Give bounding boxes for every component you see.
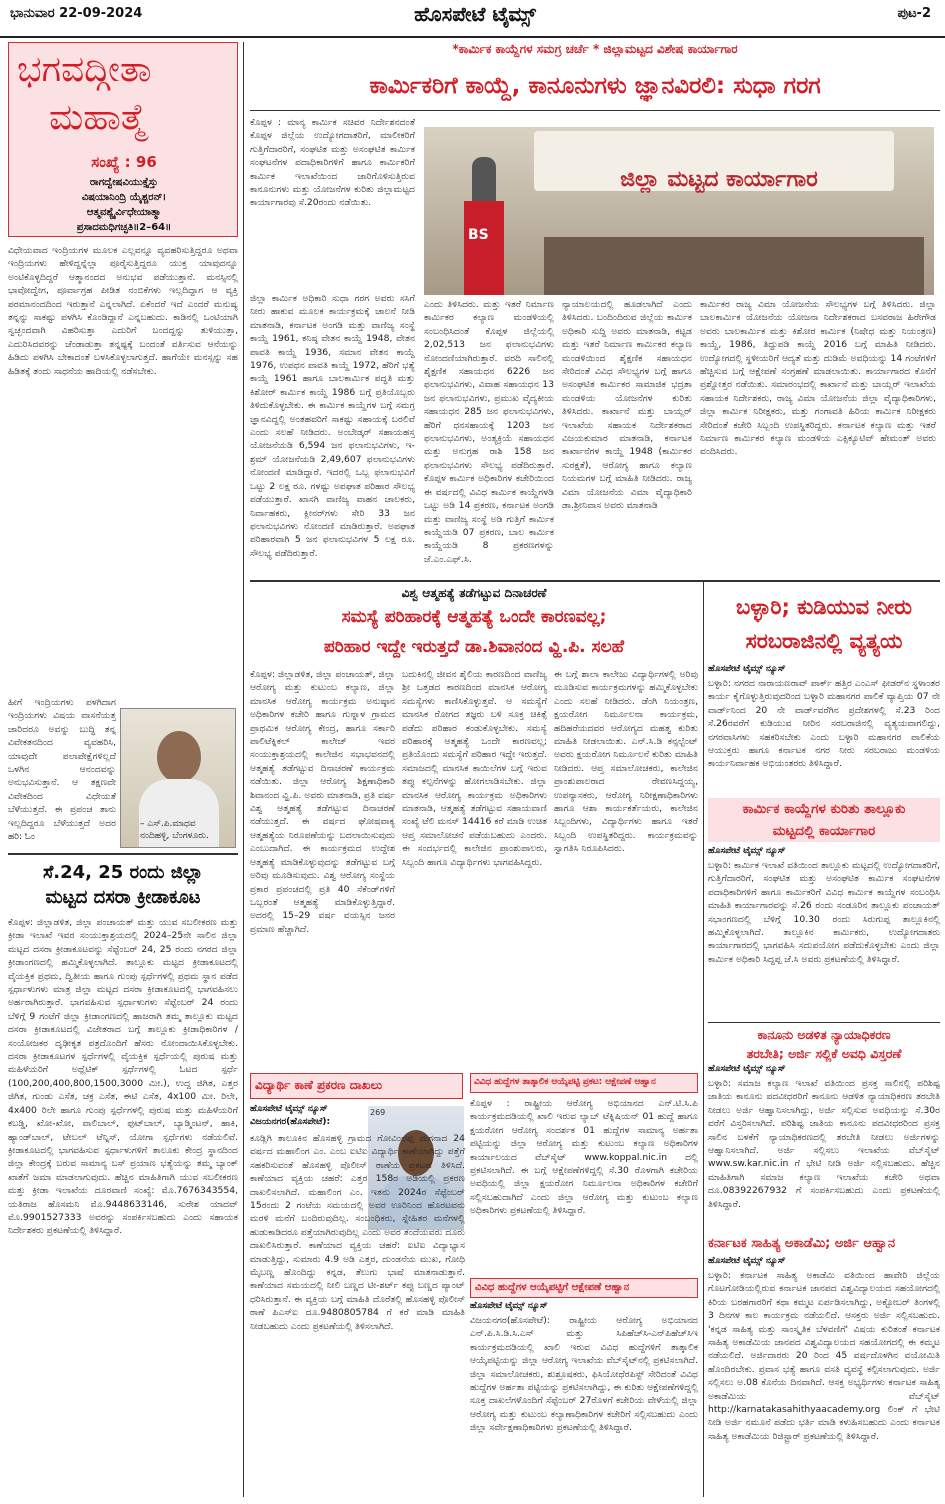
notice-body: ಕೊಪ್ಪಳ : ರಾಷ್ಟ್ರೀಯ ಆರೋಗ್ಯ ಅಭಿಯಾನದ ಎನ್.ಟಿ.ಸಿ.ಪಿ ಕಾರ್ಯಕ್ರಮದಡಿಯಲ್ಲಿ ಖಾಲಿ ಇರುವ ಲ್ಯಾಬ್ ಟೆಕ್ನಿಷಿಯನ್ 01 ಹುದ್ದೆ ಹಾಗೂ ಕ್ಷಯರೋಗ ಆರೋಗ್ಯ ಸಂದರ್ಶಕ 01 ಹುದ್ದೆಗಳ ಸಾಮಾನ್ಯ ಅರ್ಹತಾ ಪಟ್ಟಿಯನ್ನು ಜಿಲ್ಲಾ ಆರೋಗ್ಯ ಮತ್ತು ಕುಟುಂಬ ಕಲ್ಯಾಣ ಅಧಿಕಾರಿಗಳ ಕಾರ್ಯಾಲಯದ ವೆಬ್‌ಸೈಟ್ www.koppal.nic.in ದಲ್ಲಿ ಪ್ರಕಟಿಸಲಾಗಿದೆ. ಈ ಬಗ್ಗೆ ಆಕ್ಷೇಪಣೆಗಳಿದ್ದಲ್ಲಿ ಸೆ.30 ರೊಳಗಾಗಿ ಕಚೇರಿಯ ಅವಧಿಯಲ್ಲಿ ಜಿಲ್ಲಾ ಕ್ಷಯರೋಗ ನಿರ್ಮೂಲನಾ ಅಧಿಕಾರಿಗಳ ಕಚೇರಿಗೆ ಸಲ್ಲಿಸಬಹುದಾಗಿದೆ ಎಂದು ಜಿಲ್ಲಾ ಆರೋಗ್ಯ ಮತ್ತು ಕುಟುಂಬ ಕಲ್ಯಾಣ ಅಧಿಕಾರಿಗಳು ಪ್ರಕಟಣೆಯಲ್ಲಿ ತಿಳಿಸಿದ್ದಾರೆ. [470, 1098, 698, 1217]
column-rule [243, 42, 244, 1497]
author-place: ನಂದಿಹಳ್ಳಿ, ಬೆಂಗಳೂರು. [140, 831, 209, 841]
author-name: – ಎಸ್.ಪಿ.ಮಾಧವ [140, 819, 196, 829]
main-col2: ಎಂದು ತಿಳಿಸಿದರು. ಮತ್ತು ಇತರೆ ನಿರ್ಮಾಣ ಕಾರ್ಮಿಕರ ಕಲ್ಯಾಣ ಮಂಡಳಿಯಲ್ಲಿ ಸಂಬಂಧಿಸಿದಂತೆ ಕೊಪ್ಪಳ ಜಿಲ್ಲೆಯಲ್ಲಿ 2,02,513 ಜನ ಫಲಾನುಭವಿಗಳು ನೋಂದಣಿಯಾಗಿರುತ್ತಾರೆ. ವರದಿ ಸಾಲಿನಲ್ಲಿ ಶೈಕ್ಷಣಿಕ ಸಹಾಯಧನ 6226 ಜನ ಫಲಾನುಭವಿಗಳು, ವಿವಾಹ ಸಹಾಯಧನ 13 ಜನ ಫಲಾನುಭವಿಗಳು, ಪ್ರಮುಖ ವೈದ್ಯಕೀಯ ಸಹಾಯಧನ 285 ಜನ ಫಲಾನುಭವಿಗಳು, ಹೆರಿಗೆ ಧನಸಹಾಯಕ್ಕೆ 1203 ಜನ ಫಲಾನುಭವಿಗಳು, ಅಂತ್ಯಕ್ರಿಯೆ ಸಹಾಯಧನ ಮತ್ತು ಅನುಗ್ರಹ ರಾಶಿ 158 ಜನ ಫಲಾನುಭವಿಗಳು ಸೌಲಭ್ಯ ಪಡೆದಿರುತ್ತಾರೆ. ಕೊಪ್ಪಳ ಕಾರ್ಮಿಕ ಅಧಿಕಾರಿಗಳ ಕಚೇರಿಯಿಂದ ಈ ವರ್ಷದಲ್ಲಿ ವಿವಿಧ ಕಾರ್ಮಿಕ ಕಾಯ್ದೆಗಳಡಿ ಒಟ್ಟು ಅಡಿ 14 ಪ್ರಕರಣ, ಕರ್ನಾಟಕ ಅಂಗಡಿ ಮತ್ತು ವಾಣಿಜ್ಯ ಸಂಸ್ಥೆ ಅಡಿ ಗುತ್ತಿಗೆ ಕಾರ್ಮಿಕ ಕಾಯ್ದೆಯಡಿ 07 ಪ್ರಕರಣ, ಬಾಲ ಕಾರ್ಮಿಕ ಕಾಯ್ದೆಯಡಿ 8 ಪ್ರಕರಣಗಳನ್ನು ಜೆ.ಎಂ.ಎಫ್.ಸಿ. [424, 299, 554, 565]
notice-title: ವಿವಿಧ ಹುದ್ದೆಗಳ ತಾತ್ಕಾಲಿಕ ಆಯ್ಕೆಪಟ್ಟಿ ಪ್ರಕಟ: ಆಕ್ಷೇಪಣೆ ಆಹ್ವಾನ [474, 1077, 656, 1087]
suicide-kicker: ವಿಶ್ವ ಆತ್ಮಹತ್ಯೆ ತಡೆಗಟ್ಟುವ ದಿನಾಚರಣೆ [401, 586, 547, 600]
author-credit [140, 818, 209, 842]
gita-body-end: ಹೀಗೆ ಇಂದ್ರಿಯಗಳು ಪಳಗಿದಾಗ ಇಂದ್ರಿಯಗಳು ವಿಷಯ ವಾಸನೆಯತ್ತ ಜಾರಿದರೂ ಅವನ್ನು ಬುದ್ಧಿ ತನ್ನ ವಿವೇಕತನದಿಂದ ವ್ಯವಹರಿಸಿ, ಯಾವುದೇ ಪಲಾಪೇಕ್ಷೆಗಳಿಲ್ಲದೆ ಒಳಗಿನ ಆನಂದವನ್ನು ಅನುಭವಿಸುತ್ತಾನೆ. ಆ ತಕ್ಷಣವೇ ವಿವೇಕದಿಂದ ವಿಧೇಯತೆ ಬೆಳೆಯುತ್ತದೆ. ಈ ಪ್ರಪಂಚ ತಾನು ಇಲ್ಲದಿದ್ದರೂ ಬೆಳೆಯುತ್ತದೆ ಅದರ [8, 697, 116, 829]
main-col3: ನ್ಯಾಯಾಲಯದಲ್ಲಿ ಹೂಡಲಾಗಿದೆ ಎಂದು ತಿಳಿಸಿದರು. ಬಂದಿಂದಿರುವ ಜಿಲ್ಲೆಯ ಕಾರ್ಮಿಕ ಅಧಿಕಾರಿ ಸುದ್ದಿ ಅವರು ಮಾತನಾಡಿ, ಕಟ್ಟಡ ಮತ್ತು ಇತರೆ ನಿರ್ಮಾಣ ಕಾರ್ಮಿಕರ ಕಲ್ಯಾಣ ಮಂಡಳಿಯಿಂದ ಶೈಕ್ಷಣಿಕ ಸಹಾಯಧನ ಸೇರಿದಂತೆ ವಿವಿಧ ಸೌಲಭ್ಯಗಳ ಬಗ್ಗೆ ಹಾಗೂ ಅಸಂಘಟಿತ ಕಾರ್ಮಿಕರ ಸಾಮಾಜಿಕ ಭದ್ರತಾ ಮಂಡಳಿಯ ಯೋಜನೆಗಳ ಕುರಿತು ತಿಳಿಸಿದರು. ಕಾರ್ಖಾನೆ ಮತ್ತು ಬಾಯ್ಲರ್ ಇಲಾಖೆಯ ಸಹಾಯಕ ನಿರ್ದೇಶಕರಾದ ವಿಜಯಕುಮಾರ ಮಾತನಾಡಿ, ಕರ್ನಾಟಕ ಕಾರ್ಖಾನೆಗಳ ಕಾಯ್ದೆ 1948 (ಕಾರ್ಮಿಕರ ಸುರಕ್ಷತೆ), ಆರೋಗ್ಯ ಹಾಗೂ ಕಲ್ಯಾಣ ನಿಯಮಗಳ ಬಗ್ಗೆ ಮಾಹಿತಿ ನೀಡಿದರು. ರಾಜ್ಯ ವಿಮಾ ಯೋಜನೆಯ ವಿಮಾ ವೈದ್ಯಾಧಿಕಾರಿ ಡಾ.ಶ್ರೀನಿವಾಸ ಅವರು ಮಾತನಾಡಿ [562, 299, 692, 512]
dasara-title-2: ಮಟ್ಟದ ದಸರಾ ಕ್ರೀಡಾಕೂಟ [45, 887, 201, 908]
divider [250, 110, 940, 111]
dasara-headline [8, 860, 238, 910]
masthead [0, 0, 945, 38]
photo-number: 269 [370, 1108, 386, 1117]
sahitya-byline: ಹೊಸಪೇಟೆ ಟೈಮ್ಸ್ ನ್ಯೂಸ್ [708, 1256, 786, 1266]
gita-column [8, 42, 238, 850]
legal-head-1: ಕಾನೂನು ಅಡಳಿತ ನ್ಯಾಯಾಧಿಕರಣ [757, 1027, 891, 1042]
missing-body: ಕೂಡ್ಲಿಗಿ ತಾಲೂಕಿನ ಹೊಸಹಳ್ಳಿ ಗ್ರಾಮದ ಗೋವಿಂದಪ್ಪ ಮಗನಾದ 24 ವರ್ಷದ ಮಹಾಲಿಂಗ ಎಂ. ಎಂಬ ಐಟಿಐ ವಿದ್ಯಾರ್ಥಿ ಕಾಣೆಯಾಗಿದ್ದು ಪತ್ತೆಗೆ ಸಹಕರಿಸುವಂತೆ ಹೊಸಹಳ್ಳಿ ಪೊಲೀಸ್ ಠಾಣೆಯ ಪ್ರಕಟಣೆ ತಿಳಿಸಿದೆ. ಕಾಣೆಯಾದ ವ್ಯಕ್ತಿಯ ಚಹರೆ: ಎತ್ತರ 158ರ ಅಡಿಯಲ್ಲಿ ಪ್ರಕರಣ ದಾಖಲಿಸಲಾಗಿದೆ. ಮಹಾಲಿಂಗ ಎಂ. ಇತನು 2024ರ ಸೆಪ್ಟೆಂಬರ್ 15ರಂದು 2 ಗಂಟೆಯ ಸಮಯದಲ್ಲಿ ಅವರ ಊರಿನಿಂದ ಹೊರಟವನು ಮರಳಿ ಮನೆಗೆ ಬಂದಿರುವುದಿಲ್ಲ. ಸಂಬಂಧಿಕರು, ಸ್ನೇಹಿತರ ಮನೆಗಳಲ್ಲಿ ಹುಡುಕಾಡಿದರೂ ಪತ್ತೆಯಾಗಿರುವುದಿಲ್ಲ ಎಂದು ಅವರ ತಂದೆಯವರು ದೂರು ದಾಖಲಿಸಿರುತ್ತಾರೆ. ಕಾಣೆಯಾದ ವ್ಯಕ್ತಿಯ ಚಹರೆ: ಐಟಿಐ ವಿದ್ಯಾಭ್ಯಾಸ ಮಾಡುತ್ತಿದ್ದು, ಸುಮಾರು 4.9 ಅಡಿ ಎತ್ತರ, ದುಂಡನೆಯ ಮುಖ, ಗೋಧಿ ಮೈಬಣ್ಣ ಹೊಂದಿದ್ದು ಕನ್ನಡ, ತೆಲುಗು ಭಾಷೆ ಮಾತನಾಡುತ್ತಾನೆ. ಕಾಣೆಯಾದ ಸಮಯದಲ್ಲಿ ನೀಲಿ ಬಣ್ಣದ ಟೀ-ಶರ್ಟ್ ಕಪ್ಪು ಬಣ್ಣದ ಪ್ಯಾಂಟ್ ಧರಿಸಿರುತ್ತಾನೆ. ಈ ವ್ಯಕ್ತಿಯ ಬಗ್ಗೆ ಮಾಹಿತಿ ದೊರೆತಲ್ಲಿ ಹೊಸಹಳ್ಳಿ ಪೊಲೀಸ್ ಠಾಣೆ ಪಿಎಸ್‌ಐ ದೂ.9480805784 ಗೆ ಕರೆ ಮಾಡಿ ಮಾಹಿತಿ ನೀಡಬಹುದು ಎಂದು ಪ್ರಕಟಣೆಯಲ್ಲಿ ತಿಳಿಸಲಾಗಿದೆ. [250, 1133, 465, 1332]
objection-byline: ಹೊಸಪೇಟೆ ಟೈಮ್ಸ್ ನ್ಯೂಸ್ [470, 1301, 548, 1311]
bellary-head-2: ಸರಬರಾಜಿನಲ್ಲಿ ವ್ಯತ್ಯಯ [745, 629, 903, 653]
suicide-head-2: ಪರಿಹಾರ ಇದ್ದೇ ಇರುತ್ತದೆ ಡಾ.ಶಿವಾನಂದ ವ್ಹಿ.ಪಿ. ಸಲಹೆ [323, 637, 625, 657]
newspaper-name: ಹೊಸಪೇಟೆ ಟೈಮ್ಸ್ [414, 2, 536, 26]
bellary-body: ಬಳ್ಳಾರಿ: ನಗರದ ನಾರಾಯಣರಾವ್ ಪಾರ್ಕ್ ಹತ್ತಿರ ಎಂಎಸ್ ಫೀಡರ್‌ನ ಸ್ಥಳಾಂತರ ಕಾರ್ಯ ಕೈಗೊಳ್ಳುತ್ತಿರುವುದರಿಂದ ಬಳ್ಳಾರಿ ಮಹಾನಗರ ಪಾಲಿಕೆ ವ್ಯಾಪ್ತಿಯ 07 ನೇ ವಾರ್ಡ್‌ನಿಂದ 20 ನೇ ವಾರ್ಡ್‌ವರೆಗಿನ ಪ್ರದೇಶಗಳಲ್ಲಿ ಸೆ.23 ರಿಂದ ಸೆ.26ರವರೆಗೆ ಕುಡಿಯುವ ನೀರಿನ ಸರಬರಾಜಿನಲ್ಲಿ ವ್ಯತ್ಯಯವಾಗಲಿದ್ದು, ನಗರವಾಸಿಗಳು ಸಹಕರಿಸಬೇಕು ಎಂದು ಬಳ್ಳಾರಿ ಮಹಾನಗರ ಪಾಲಿಕೆಯ ಆಯುಕ್ತರು ಹಾಗೂ ಕರ್ನಾಟಕ ನಗರ ನೀರು ಸರಬರಾಜು ಮಂಡಳಿಯ ಕಾರ್ಯನಿರ್ವಾಹಕ ಅಭಿಯಂತರರು ತಿಳಿಸಿದ್ದಾರೆ. [708, 678, 940, 770]
objection-title-box [470, 1278, 698, 1298]
speaker-shape [472, 157, 496, 201]
suicide-col1: ಕೊಪ್ಪಳ: ಜಿಲ್ಲಾಡಳಿತ, ಜಿಲ್ಲಾ ಪಂಚಾಯತ್, ಜಿಲ್ಲಾ ಆರೋಗ್ಯ ಮತ್ತು ಕುಟುಂಬ ಕಲ್ಯಾಣ, ಜಿಲ್ಲಾ ಮಾನಸಿಕ ಆರೋಗ್ಯ ಕಾರ್ಯಕ್ರಮ ಅನುಷ್ಠಾನ ಅಧಿಕಾರಿಗಳ ಕಚೇರಿ ಹಾಗೂ ಗುನ್ನಾಳ ಗ್ರಾಮದ ಪ್ರಾಥಮಿಕ ಆರೋಗ್ಯ ಕೇಂದ್ರ, ಹಾಗೂ ಸರ್ಕಾರಿ ಪಾಲಿಟೆಕ್ನಿಕಲ್ ಕಾಲೇಜ್ ಇವರ ಸಂಯುಕ್ತಾಶ್ರಯದಲ್ಲಿ ಕಾಲೇಜಿನ ಸಭಾಭವನದಲ್ಲಿ ಆತ್ಮಹತ್ಯೆ ತಡೆಗಟ್ಟುವ ದಿನಾಚರಣೆ ಕಾರ್ಯಕ್ರಮ ನಡೆಯಿತು. ಜಿಲ್ಲಾ ಆರೋಗ್ಯ ಶಿಕ್ಷಣಾಧಿಕಾರಿ ಶಿವಾನಂದ ವ್ಹಿ.ಪಿ. ಅವರು ಮಾತನಾಡಿ, ಪ್ರತಿ ವರ್ಷ ವಿಶ್ವ ಆತ್ಮಹತ್ಯೆ ತಡೆಗಟ್ಟುವ ದಿನಾಚರಣೆ ನಡೆಯುತ್ತದೆ. ಈ ವರ್ಷದ ಘೋಷವಾಕ್ಯ ಆತ್ಮಹತ್ಯೆಯ ನಿರೂಪಣೆಯನ್ನು ಬದಲಾಯಿಸುವುದು ಎಂಬುದಾಗಿದೆ. ಈ ಕಾರ್ಯಕ್ರಮದ ಉದ್ದೇಶ ಆತ್ಮಹತ್ಯೆ ಮಾಡಿಕೊಳ್ಳುವುದನ್ನು ತಡೆಗಟ್ಟುವ ಬಗ್ಗೆ ಅರಿವು ಮೂಡಿಸುವುದು. ವಿಶ್ವ ಆರೋಗ್ಯ ಸಂಸ್ಥೆಯ ಪ್ರಕಾರ ಪ್ರಪಂಚದಲ್ಲಿ ಪ್ರತಿ 40 ಸೆಕೆಂಡ್‌ಗಳಿಗೆ ಒಬ್ಬರಂತೆ ಆತ್ಮಹತ್ಯೆ ಮಾಡಿಕೊಳ್ಳುತ್ತಿದ್ದಾರೆ. ಅದರಲ್ಲಿ 15–29 ವರ್ಷ ವಯಸ್ಸಿನ ಜನರ ಪ್ರಮಾಣ ಹೆಚ್ಚಾಗಿದೆ. [250, 669, 395, 935]
legal-headline [708, 1025, 940, 1063]
dasara-body: ಕೊಪ್ಪಳ: ಜಿಲ್ಲಾಡಳಿತ, ಜಿಲ್ಲಾ ಪಂಚಾಯತ್ ಮತ್ತು ಯುವ ಸಬಲೀಕರಣ ಮತ್ತು ಕ್ರೀಡಾ ಇಲಾಖೆ ಇವರ ಸಂಯುಕ್ತಾಶ್ರಯದಲ್ಲಿ 2024–25ನೇ ಸಾಲಿನ ಜಿಲ್ಲಾ ಮಟ್ಟದ ದಸರಾ ಕ್ರೀಡಾಕೂಟವನ್ನು ಸೆಪ್ಟೆಂಬರ್ 24, 25 ರಂದು ನಗರದ ಜಿಲ್ಲಾ ಕ್ರೀಡಾಂಗಣದಲ್ಲಿ ಹಮ್ಮಿಕೊಳ್ಳಲಾಗಿದೆ. ತಾಲ್ಲೂಕು ಮಟ್ಟದ ಕ್ರೀಡಾಕೂಟದಲ್ಲಿ ವೈಯಕ್ತಿಕ ಪ್ರಥಮ, ದ್ವಿತೀಯ ಹಾಗೂ ಗುಂಪು ಸ್ಪರ್ಧೆಗಳಲ್ಲಿ ಪ್ರಥಮ ಸ್ಥಾನ ಪಡೆದ ಸ್ಪರ್ಧಾಳುಗಳು ಮಾತ್ರ ಜಿಲ್ಲಾ ಮಟ್ಟದ ದಸರಾ ಕ್ರೀಡಾಕೂಟದಲ್ಲಿ ಭಾಗವಹಿಸಲು ಅರ್ಹರಾಗಿರುತ್ತಾರೆ. ಭಾಗವಹಿಸುವ ಸ್ಪರ್ಧಾಳುಗಳು ಸೆಪ್ಟೆಂಬರ್ 24 ರಂದು ಬೆಳಿಗ್ಗೆ 9 ಗಂಟೆಗೆ ಜಿಲ್ಲಾ ಕ್ರೀಡಾಂಗಣದಲ್ಲಿ ಹಾಜರಾಗಿ ತಮ್ಮ ತಾಲ್ಲೂಕು ಮಟ್ಟದ ದಸರಾ ಕ್ರೀಡಾಕೂಟದಲ್ಲಿ ವಿಜೇತರಾದ ಬಗ್ಗೆ ತಾಲ್ಲೂಕು ಕ್ರೀಡಾಧಿಕಾರಿಗಳ / ಸಂಯೋಜಕರ ದೃಢೀಕೃತ ಪತ್ರದೊಂದಿಗೆ ಹೆಸರು ನೋಂದಾಯಿಸಿಕೊಳ್ಳಬೇಕು. ದಸರಾ ಕ್ರೀಡಾಕೂಟಗಳ ಸ್ಪರ್ಧೆಗಳಲ್ಲಿ ವೈಯಕ್ತಿಕ ಸ್ಪರ್ಧೆಯಲ್ಲಿ ಪುರುಷ ಮತ್ತು ಮಹಿಳೆಯರಿಗೆ ಅಥ್ಲೆಟಿಕ್ ಸ್ಪರ್ಧೆಗಳಲ್ಲಿ ಓಟದ ಸ್ಪರ್ಧೆ (100,200,400,800,1500,3000 ಮೀ.), ಉದ್ದ ಜಿಗಿತ, ಎತ್ತರ ಜಿಗಿತ, ಗುಂಡು ಎಸೆತ, ಚಕ್ರ ಎಸೆತ, ಈಟಿ ಎಸೆತ, 4x100 ಮೀ. ರಿಲೇ, 4x400 ರಿಲೇ ಹಾಗೂ ಗುಂಪು ಸ್ಪರ್ಧೆಗಳಲ್ಲಿ ಪುರುಷ ಮತ್ತು ಮಹಿಳೆಯರಿಗೆ ಕಬಡ್ಡಿ, ಖೋ-ಖೋ, ವಾಲಿಬಾಲ್, ಫುಟ್‌ಬಾಲ್, ಬ್ಯಾಡ್ಮಿಂಟನ್, ಹಾಕಿ, ಹ್ಯಾಂಡ್‌ಬಾಲ್, ಟೇಬಲ್ ಟೆನ್ನಿಸ್, ಯೋಗಾ ಸ್ಪರ್ಧೆಗಳು ನಡೆಯಲಿವೆ. ಕ್ರೀಡಾಕೂಟದಲ್ಲಿ ಭಾಗವಹಿಸುವ ಸ್ಪರ್ಧಾಳುಗಳಿಗೆ ತಾಲೂಕು ಕೇಂದ್ರ ಸ್ಥಾನದಿಂದ ಜಿಲ್ಲಾ ಕೇಂದ್ರಕ್ಕೆ ಬರುವ ಸಾಮಾನ್ಯ ಬಸ್ ಪ್ರಯಾಣ ಭತ್ಯೆಯನ್ನು ತಮ್ಮ ಬ್ಯಾಂಕ್ ಖಾತೆಗೆ ಜಮಾ ಮಾಡಲಾಗುವುದು. ಹೆಚ್ಚಿನ ಮಾಹಿತಿಗಾಗಿ ಯುವ ಸಬಲೀಕರಣ ಮತ್ತು ಕ್ರೀಡಾ ಇಲಾಖೆಯ ದೂರವಾಣಿ ಸಂಖ್ಯೆ: ಮೊ.7676343554, ಯತಿರಾಜ ಹೊಸಮನಿ ಮೊ.9448633146, ಸುರೇಶ ಯಾದವ್ ಮೊ.9901527333 ಅವರನ್ನು ಸಂಪರ್ಕಿಸಬಹುದು ಎಂದು ಸಹಾಯಕ ನಿರ್ದೇಶಕರು ಪ್ರಕಟಣೆಯಲ್ಲಿ ತಿಳಿಸಿದ್ದಾರೆ. [8, 917, 238, 1237]
gita-shloka [9, 175, 239, 235]
labourlaw-head-2: ಮಟ್ಟದಲ್ಲಿ ಕಾರ್ಯಾಗಾರ [772, 823, 876, 839]
legal-byline: ಹೊಸಪೇಟೆ ಟೈಮ್ಸ್ ನ್ಯೂಸ್ [708, 1064, 786, 1074]
suicide-head-1: ಸಮಸ್ಯೆ ಪರಿಹಾರಕ್ಕೆ ಆತ್ಮಹತ್ಯೆ ಒಂದೇ ಕಾರಣವಲ್ಲ; [341, 607, 607, 627]
missing-title: ವಿದ್ಯಾರ್ಥಿ ಕಾಣೆ ಪ್ರಕರಣ ದಾಖಲು [255, 1078, 383, 1092]
shloka-line: ಪ್ರಸಾದಮಧಿಗಚ್ಛತಿ॥2–64॥ [76, 222, 172, 233]
face-shape [157, 731, 201, 783]
event-photo [424, 127, 934, 295]
labourlaw-headline [708, 798, 940, 842]
main-col1: ಜಿಲ್ಲಾ ಕಾರ್ಮಿಕ ಅಧಿಕಾರಿ ಸುಧಾ ಗರಗ ಅವರು ಸಸಿಗೆ ನೀರು ಹಾಕುವ ಮೂಲಕ ಕಾರ್ಯಕ್ರಮಕ್ಕೆ ಚಾಲನೆ ನೀಡಿ ಮಾತನಾಡಿ, ಕರ್ನಾಟಕ ಅಂಗಡಿ ಮತ್ತು ವಾಣಿಜ್ಯ ಸಂಸ್ಥೆ ಕಾಯ್ದೆ 1961, ಕನಿಷ್ಠ ವೇತನ ಕಾಯ್ದೆ 1948, ವೇತನ ಪಾವತಿ ಕಾಯ್ದೆ 1936, ಸಮಾನ ವೇತನ ಕಾಯ್ದೆ 1976, ಉಪಧನ ಪಾವತಿ ಕಾಯ್ದೆ 1972, ಹೆರಿಗೆ ಭತ್ಯೆ ಕಾಯ್ದೆ 1961 ಹಾಗೂ ಬಾಲಕಾರ್ಮಿಕ ಪದ್ಧತಿ ಮತ್ತು ಕಿಶೋರ್ ಕಾರ್ಮಿಕ ಕಾಯ್ದೆ 1986 ಬಗ್ಗೆ ಪ್ರತಿಯೊಬ್ಬರು ತಿಳಿದುಕೊಳ್ಳಬೇಕು. ಈ ಕಾರ್ಮಿಕ ಕಾಯ್ದೆಗಳ ಬಗ್ಗೆ ಸಮಗ್ರ ಜ್ಞಾನವಿದ್ದಲ್ಲಿ ಅಂತಹವರಿಗೆ ಸಾಕಷ್ಟು ಸಹಾಯಕ್ಕೆ ಬರಲಿವೆ ಎಂದು ಸಲಹೆ ನೀಡಿದರು. ಅಂಬೇಡ್ಕರ್ ಸಹಾಯಹಸ್ತ ಯೋಜನೆಯಡಿ 6,594 ಜನ ಫಲಾನುಭವಿಗಳು, ಇ-ಶ್ರಮ್ ಯೋಜನೆಯಡಿ 2,49,607 ಫಲಾನುಭವಿಗಳು ನೋಂದಣಿ ಮಾಡಿದ್ದಾರೆ. ಇದರಲ್ಲಿ ಒಬ್ಬ ಫಲಾನುಭವಿಗೆ ಒಟ್ಟು 2 ಲಕ್ಷ ರೂ. ಗಳಷ್ಟು ಅಪಘಾತ ಪರಿಹಾರ ಸೌಲಭ್ಯ ಪಡೆಯುತ್ತಾರೆ. ಖಾಸಗಿ ವಾಣಿಜ್ಯ ವಾಹನ ಚಾಲಕರು, ನಿರ್ವಾಹಕರು, ಕ್ಲೀನರ್‌ಗಳು ಸೇರಿ 33 ಜನ ಫಲಾನುಭವಿಗಳು ನೋಂದಣಿ ಮಾಡಿರುತ್ತಾರೆ. ಅಪಘಾತ ಪರಿಹಾರವಾಗಿ 5 ಜನ ಫಲಾನುಭವಿಗಳ 5 ಲಕ್ಷ ರೂ. ಸೌಲಭ್ಯ ಪಡೆದಿರುತ್ತಾರೆ. [250, 293, 415, 559]
sahitya-headline: ಕರ್ನಾಟಕ ಸಾಹಿತ್ಯ ಅಕಾಡೆಮಿ; ಅರ್ಜಿ ಆಹ್ವಾನ [708, 1236, 896, 1251]
gita-body: ವಿಧೇಯವಾದ ಇಂದ್ರಿಯಗಳ ಮೂಲಕ ಎಲ್ಲವನ್ನೂ ವ್ಯವಹರಿಸುತ್ತಿದ್ದರೂ ಅಥವಾ ಇಂದ್ರಿಯಗಳು ಹೇಳಿದ್ದನ್ನೆಲ್ಲಾ ಪೂರೈಸುತ್ತಿದ್ದರೂ ಯುಕ್ತ ಯಾವುದನ್ನೂ ಅಂಟಿಕೊಳ್ಳದಿದ್ದರೆ ಆತ್ಮಾನಂದದ ಅನುಭವ ಪಡೆಯುತ್ತಾನೆ. ಮನಸ್ಸಿನಲ್ಲಿ ಭಾವೋದ್ವೇಗ, ಪೂರ್ವಾಗ್ರಹ ಪೀಡಿತ ನಂಬಿಕೆಗಳು ಇಲ್ಲದಿದ್ದಾಗ ಆ ವ್ಯಕ್ತಿ ಪರಮಾನಂದದಿಂದ ಇರುತ್ತಾನೆ ಎನ್ನಲಾಗಿದೆ. ಏಕೆಂದರೆ ಇದೆ ಎಂದರೆ ಮನುಷ್ಯ ತನ್ನನ್ನು ಸಾಕಷ್ಟು ಪಳಗಿಸಿ ಕೊಂಡಿದ್ದಾನೆ ಎನ್ನಬಹುದು. ಕಾಡಿನಲ್ಲಿ ಒಂಟಿಯಾಗಿ ಸ್ವಚ್ಛಂದವಾಗಿ ವಿಹರಿಸುತ್ತಾ ಎದುರಿಗೆ ಬಂದದ್ದನ್ನು ತುಳಿಯುತ್ತಾ, ಎದುರಿಸಿದವರನ್ನು ಚೆಂಡಾಡುತ್ತಾ ತನ್ನಷ್ಟಕ್ಕೆ ಬಂದಂತೆ ವರ್ತಿಸುವ ಆನೆಯನ್ನು ಹಿಡಿದು ಪಳಗಿಸಿ ಬೇಕಾದಂತೆ ಬಳಸಿಕೊಳ್ಳಲಾಗುತ್ತದೆ. ಹಾಗೆಯೇ ಮನಸ್ಸನ್ನು ಸಹ ಹಿಡಿತಕ್ಕೆ ತಂದು ಸಾಧನೆಯ ಹಾದಿಯಲ್ಲಿ ನಡೆಸಬೇಕು. [8, 245, 238, 377]
bellary-headline [708, 590, 940, 658]
labourlaw-byline: ಹೊಸಪೇಟೆ ಟೈಮ್ಸ್ ನ್ಯೂಸ್ [708, 846, 786, 856]
bellary-head-1: ಬಳ್ಳಾರಿ; ಕುಡಿಯುವ ನೀರು [736, 595, 912, 619]
missing-byline: ಹೊಸಪೇಟೆ ಟೈಮ್ಸ್ ನ್ಯೂಸ್ [250, 1104, 328, 1114]
labourlaw-body: ಬಳ್ಳಾರಿ: ಕಾರ್ಮಿಕ ಇಲಾಖೆ ವತಿಯಿಂದ ತಾಲ್ಲೂಕು ಮಟ್ಟದಲ್ಲಿ ಉದ್ಯೋಗದಾತರಿಗೆ, ಗುತ್ತಿಗೆದಾರರಿಗೆ, ಸಂಘಟಿತ ಮತ್ತು ಅಸಂಘಟಿತ ಕಾರ್ಮಿಕ ಸಂಘಟನೆಗಳ ಪದಾಧಿಕಾರಿಗಳಿಗೆ ಹಾಗೂ ಕಾರ್ಮಿಕರಿಗೆ ವಿವಿಧ ಕಾರ್ಮಿಕ ಕಾಯ್ದೆಗಳ ಸಂಬಂಧಿಸಿ ಮಾಹಿತಿ ಕಾರ್ಯಾಗಾರವನ್ನು ಸೆ.26 ರಂದು ಸಂಡೂರಿನ ತಾಲ್ಲೂಕು ಪಂಚಾಯತ್ ಸಭಾಂಗಣದಲ್ಲಿ ಬೆಳಿಗ್ಗೆ 10.30 ರಂದು ಸಿರುಗುಪ್ಪ ತಾಲ್ಲೂಕಿನಲ್ಲಿ ಹಮ್ಮಿಕೊಳ್ಳಲಾಗಿದೆ. ತಾಲ್ಲೂಕಿನ ಕಾರ್ಮಿಕರು, ಉದ್ಯೋಗದಾತರು ಕಾರ್ಯಾಗಾರದಲ್ಲಿ ಭಾಗವಹಿಸಿ ಸದುಪಯೋಗ ಪಡೆದುಕೊಳ್ಳಬೇಕು ಎಂದು ಜಿಲ್ಲಾ ಕಾರ್ಮಿಕ ಅಧಿಕಾರಿ ಸಿದ್ದಪ್ಪ ಜೆ.ಸಿ ಅವರು ಪ್ರಕಟಣೆಯಲ್ಲಿ ತಿಳಿಸಿದ್ದಾರೆ. [708, 860, 940, 965]
main-col1-top: ಕೊಪ್ಪಳ : ಮಾನ್ಯ ಕಾರ್ಮಿಕ ಸಚಿವರ ನಿರ್ದೇಶನದಂತೆ ಕೊಪ್ಪಳ ಜಿಲ್ಲೆಯ ಉದ್ಯೋಗದಾತರಿಗೆ, ಮಾಲೀಕರಿಗೆ ಗುತ್ತಿಗೆದಾರರಿಗೆ, ಸಂಘಟಿತ ಮತ್ತು ಅಸಂಘಟಿತ ಕಾರ್ಮಿಕ ಸಂಘಟನೆಗಳ ಪದಾಧಿಕಾರಿಗಳಿಗೆ ಹಾಗೂ ಕಾರ್ಮಿಕರಿಗೆ ಕಾರ್ಮಿಕ ಇಲಾಖೆಯಿಂದ ಜಾರಿಗೊಳಿಸುತ್ತಿರುವ ಕಾನೂನುಗಳು ಮತ್ತು ಯೋಜನೆಗಳ ಕುರಿತು ಜಿಲ್ಲಾಮಟ್ಟದ ಕಾರ್ಯಾಗಾರವು ಸೆ.20ರಂದು ನಡೆಯಿತು. [250, 117, 415, 209]
labourlaw-head-1: ಕಾರ್ಮಿಕ ಕಾಯ್ದೆಗಳ ಕುರಿತು ತಾಲ್ಲೂಕು [742, 801, 906, 817]
shloka-line: ರಾಗದ್ವೇಷವಿಯುಕ್ತೈಸ್ತು [89, 177, 159, 188]
labourlaw-title-box [708, 798, 940, 842]
objection-title: ವಿವಿಧ ಹುದ್ದೆಗಳ ಆಯ್ಕೆಪಟ್ಟಿಗೆ ಆಕ್ಷೇಪಣೆ ಆಹ್ವಾನ [475, 1282, 630, 1293]
objection-body: ವಿಜಯನಗರ(ಹೊಸಪೇಟೆ): ರಾಷ್ಟ್ರೀಯ ಆರೋಗ್ಯ ಅಭಿಯಾನದ ಎನ್.ಪಿ.ಸಿ.ಡಿ.ಸಿ.ಎಸ್ ಮತ್ತು ಸಿಪಿಹೆಚ್‌ಸಿ-ಎನ್‌ಪಿಹೆಚ್‌ಸಿಇ ಕಾರ್ಯಕ್ರಮದಡಿಯಲ್ಲಿ ಖಾಲಿ ಇರುವ ವಿವಿಧ ಹುದ್ದೆಗಳಿಗೆ ತಾತ್ಕಾಲಿಕ ಆಯ್ಕೆಪಟ್ಟಿಯನ್ನು ಜಿಲ್ಲಾ ಆರೋಗ್ಯ ಇಲಾಖೆಯ ವೆಬ್‌ಸೈಟ್‌ನಲ್ಲಿ ಪ್ರಕಟಿಸಲಾಗಿದೆ. ಜಿಲ್ಲಾ ಸಮಾಲೋಚಕರು, ಶುಶ್ರೂಷಕರು, ಫಿಸಿಯೋಥೆರಪಿಸ್ಟ್ ಸೇರಿದಂತೆ ವಿವಿಧ ಹುದ್ದೆಗಳ ಅರ್ಹತಾ ಪಟ್ಟಿಯನ್ನು ಪ್ರಕಟಿಸಲಾಗಿದ್ದು, ಈ ಕುರಿತು ಆಕ್ಷೇಪಣೆಗಳಿದ್ದಲ್ಲಿ ಸೂಕ್ತ ದಾಖಲೆಗಳೊಂದಿಗೆ ಸೆಪ್ಟೆಂಬರ್ 27ರೊಳಗೆ ಕಚೇರಿಯ ವೇಳೆಯಲ್ಲಿ ಜಿಲ್ಲಾ ಆರೋಗ್ಯ ಮತ್ತು ಕುಟುಂಬ ಕಲ್ಯಾಣಾಧಿಕಾರಿಗಳ ಕಚೇರಿಗೆ ಸಲ್ಲಿಸಬಹುದು ಎಂದು ಜಿಲ್ಲಾ ಸರ್ವೇಕ್ಷಣಾಧಿಕಾರಿಗಳು ಪ್ರಕಟಣೆಯಲ್ಲಿ ತಿಳಿಸಿದ್ದಾರೆ. [470, 1315, 698, 1434]
shloka-line: ವಿಷಯಾನಿಂದ್ರಿ ಯೈಶ್ಚರನ್‌। [81, 192, 167, 203]
shloka-line: ಆತ್ಮವಶ್ಯೈರ್ವಿಧೇಯಾತ್ಮಾ [86, 207, 162, 218]
legal-body: ಬಳ್ಳಾರಿ: ಸಮಾಜ ಕಲ್ಯಾಣ ಇಲಾಖೆ ವತಿಯಿಂದ ಪ್ರಸಕ್ತ ಸಾಲಿನಲ್ಲಿ ಪರಿಶಿಷ್ಟ ಜಾತಿಯ ಕಾನೂನು ಪದವೀಧರರಿಗೆ ಕಾನೂನು ಆಡಳಿತ ನ್ಯಾಯಾಧಿಕರಣ ತರಬೇತಿ ನೀಡಲು ಅರ್ಜಿ ಆಹ್ವಾನಿಸಲಾಗಿದ್ದು, ಅರ್ಜಿ ಸಲ್ಲಿಸುವ ಅವಧಿಯನ್ನು ಸೆ.30ರ ವರೆಗೆ ವಿಸ್ತರಿಸಲಾಗಿದೆ. ಪರಿಶಿಷ್ಟ ಜಾತಿಯ ಕಾನೂನು ಪದವೀಧರರಿಂದ ಪ್ರಸಕ್ತ ಸಾಲಿನ ಬಳಕೆಗೆ ನ್ಯಾಯಾಧಿಕರಣದಲ್ಲಿ ತರಬೇತಿ ನೀಡಲು ಅರ್ಜಿಗಳನ್ನು ಆಹ್ವಾನಿಸಲಾಗಿದೆ. ಅರ್ಜಿ ಸಲ್ಲಿಸಲು ಇಲಾಖೆಯ ವೆಬ್‌ಸೈಟ್ www.sw.kar.nic.in ಗೆ ಭೇಟಿ ನೀಡಿ ಅರ್ಜಿ ಸಲ್ಲಿಸಬಹುದು. ಹೆಚ್ಚಿನ ಮಾಹಿತಿಗಾಗಿ ಸಮಾಜ ಕಲ್ಯಾಣ ಇಲಾಖೆಯ ಕಚೇರಿ ಅಥವಾ ದೂ.08392267932 ಗೆ ಸಂಪರ್ಕಿಸಬಹುದು ಎಂದು ಪ್ರಕಟಣೆಯಲ್ಲಿ ತಿಳಿಸಿದ್ದಾರೆ. [708, 1078, 940, 1210]
main-headline: ಕಾರ್ಮಿಕರಿಗೆ ಕಾಯ್ದೆ, ಕಾನೂನುಗಳು ಜ್ಞಾನವಿರಲಿ: ಸುಧಾ ಗರಗ [369, 73, 821, 99]
main-kicker: *ಕಾರ್ಮಿಕ ಕಾಯ್ದೆಗಳ ಸಮಗ್ರ ಚರ್ಚೆ * ಜಿಲ್ಲಾಮಟ್ಟದ ವಿಶೇಷ ಕಾರ್ಯಾಗಾರ [452, 42, 738, 56]
dais-shape [544, 237, 924, 295]
gita-title-1: ಭಗವದ್ಗೀತಾ [17, 49, 152, 90]
suicide-col3: ಈ ಬಗ್ಗೆ ಶಾಲಾ ಕಾಲೇಜು ವಿದ್ಯಾರ್ಥಿಗಳಲ್ಲಿ ಅರಿವು ಮೂಡಿಸುವ ಕಾರ್ಯಕ್ರಮಗಳನ್ನು ಹಮ್ಮಿಕೊಳ್ಳಬೇಕು ಎಂದು ಸಲಹೆ ನೀಡಿದರು. ಡೆಂಗಿ ನಿಯಂತ್ರಣ, ಕ್ಷಯರೋಗ ನಿರ್ಮೂಲನಾ ಕಾರ್ಯಕ್ರಮ, ಹದಿಹರೆಯದವರ ಆರೋಗ್ಯದ ಮಹತ್ವ ಕುರಿತು ಮಾಹಿತಿ ನೀಡಲಾಯಿತು. ಎನ್.ಸಿ.ಡಿ ಕನ್ಸಲ್ಟೆಂಟ್ ಅವರು ಕ್ಷಯರೋಗ ನಿರ್ಮೂಲನೆ ಕುರಿತು ಮಾಹಿತಿ ನೀಡಿದರು. ಆಪ್ತ ಸಮಾಲೋಚಕರು, ಕಾಲೇಜಿನ ಪ್ರಾಂಶುಪಾಲರಾದ ರೇವಣಸಿದ್ದಯ್ಯ, ಉಪನ್ಯಾಸಕರು, ಆರೋಗ್ಯ ನಿರೀಕ್ಷಣಾಧಿಕಾರಿಗಳು ಹಾಗೂ ಆಶಾ ಕಾರ್ಯಕರ್ತೆಯರು, ಕಾಲೇಜಿನ ಸಿಬ್ಬಂದಿಗಳು, ವಿದ್ಯಾರ್ಥಿಗಳು ಹಾಗೂ ಇತರೆ ಸಿಬ್ಬಂದಿ ಉಪಸ್ಥಿತರಿದ್ದರು. ಕಾರ್ಯಕ್ರಮವನ್ನು ಸ್ವಾಗತಿಸಿ ನಿರೂಪಿಸಿದರು. [554, 669, 698, 855]
divider [8, 853, 238, 855]
bellary-byline: ಹೊಸಪೇಟೆ ಟೈಮ್ಸ್ ನ್ಯೂಸ್ [708, 664, 786, 674]
suicide-col2: ಬದುಕಿನಲ್ಲಿ ಜೀವನ ಶೈಲಿಯ ಕಾರಣದಿಂದ ವಾಣಿಜ್ಯ ಶ್ರೀ ಒತ್ತಡದ ಕಾರಣದಿಂದ ಮಾನಸಿಕ ಆರೋಗ್ಯ ಸಮಸ್ಯೆಗಳು ಕಾಣಿಸಿಕೊಳ್ಳುತ್ತವೆ. ಆ ಸಮಸ್ಯೆಗೆ ಮಾನಸಿಕ ರೋಗದ ತಜ್ಞರು ಬಳಿ ಸೂಕ್ತ ಚಿಕಿತ್ಸೆ ಪಡೆದು ಪರಿಹಾರ ಕಂಡುಕೊಳ್ಳಬೇಕು. ಸಮಸ್ಯೆ ಪರಿಹಾರಕ್ಕೆ ಆತ್ಮಹತ್ಯೆ ಒಂದೇ ಕಾರಣವಲ್ಲ; ಪ್ರತಿಯೊಂದು ಸಮಸ್ಯೆಗೆ ಪರಿಹಾರ ಇದ್ದೇ ಇರುತ್ತದೆ. ಸಮಾಜದಲ್ಲಿ ಮಾನಸಿಕ ಕಾಯಿಲೆಗಳ ಬಗ್ಗೆ ಇರುವ ತಪ್ಪು ಕಲ್ಪನೆಗಳನ್ನು ಹೋಗಲಾಡಿಸಬೇಕು. ಜಿಲ್ಲಾ ಮಾನಸಿಕ ಆರೋಗ್ಯ ಕಾರ್ಯಕ್ರಮ ಅಧಿಕಾರಿಗಳು ಮಾತನಾಡಿ, ಆತ್ಮಹತ್ಯೆ ತಡೆಗಟ್ಟುವ ಸಹಾಯವಾಣಿ ಸಂಖ್ಯೆ ಟೆಲಿ ಮನಸ್ 14416 ಕರೆ ಮಾಡಿ ಉಚಿತ ಆಪ್ತ ಸಮಾಲೋಚನೆ ಪಡೆಯಬಹುದು ಎಂದರು. ಈ ಸಂದರ್ಭದಲ್ಲಿ ಕಾಲೇಜಿನ ಪ್ರಾಂಶುಪಾಲರು, ಸಿಬ್ಬಂದಿ ಹಾಗೂ ವಿದ್ಯಾರ್ಥಿಗಳು ಭಾಗವಹಿಸಿದ್ದರು. [402, 669, 547, 868]
podium-label: BS [468, 227, 489, 243]
issue-date: ಭಾನುವಾರ 22-09-2024 [10, 6, 143, 21]
suicide-headline [250, 602, 698, 662]
page-number: ಪುಟ-2 [897, 6, 931, 21]
podium-shape [464, 201, 504, 295]
divider [250, 580, 940, 582]
om-text: ಹರಿ: ಓಂ [8, 832, 35, 842]
column-rule [703, 582, 704, 1497]
divider [708, 1022, 940, 1023]
gita-box [8, 42, 238, 237]
main-col4: ಕಾರ್ಮಿಕರ ರಾಜ್ಯ ವಿಮಾ ಯೋಜನೆಯ ಸೌಲಭ್ಯಗಳ ಬಗ್ಗೆ ತಿಳಿಸಿದರು. ಜಿಲ್ಲಾ ಬಾಲಕಾರ್ಮಿಕ ಯೋಜನೆಯ ಯೋಜನಾ ನಿರ್ದೇಶಕರಾದ ಬಸವರಾಜ ಹಿರೇಗೌಡ ಅವರು ಬಾಲಕಾರ್ಮಿಕ ಮತ್ತು ಕಿಶೋರ ಕಾರ್ಮಿಕ (ನಿಷೇಧ ಮತ್ತು ನಿಯಂತ್ರಣ) ಕಾಯ್ದೆ, 1986, ತಿದ್ದುಪಡಿ ಕಾಯ್ದೆ 2016 ಬಗ್ಗೆ ಮಾಹಿತಿ ನೀಡಿದರು. ಉದ್ಯೋಗದಲ್ಲಿ ಸ್ಥಳೀಯರಿಗೆ ಆದ್ಯತೆ ಮತ್ತು ದುಡಿಮೆ ಅವಧಿಯನ್ನು 14 ಗಂಟೆಗಳಿಗೆ ಹೆಚ್ಚಿಸುವ ಬಗ್ಗೆ ಆಕ್ಷೇಪಣೆ ಸಂಗ್ರಹಣೆ ಮಾಡಲಾಯಿತು. ಕಾರ್ಯಾಗಾರದ ಕೊನೆಗೆ ಪ್ರಶ್ನೋತ್ತರ ನಡೆಯಿತು. ಸಮಾರಂಭದಲ್ಲಿ ಕಾರ್ಖಾನೆ ಮತ್ತು ಬಾಯ್ಲರ್ ಇಲಾಖೆಯ ಸಹಾಯಕ ನಿರ್ದೇಶಕರು, ರಾಜ್ಯ ವಿಮಾ ಯೋಜನೆಯ ಜಿಲ್ಲಾ ವೈದ್ಯಾಧಿಕಾರಿಗಳು, ಜಿಲ್ಲಾ ಕಾರ್ಮಿಕ ನಿರೀಕ್ಷಕರು, ಮತ್ತು ಗಂಗಾವತಿ ಹಿರಿಯ ಕಾರ್ಮಿಕ ನಿರೀಕ್ಷಕರು ಸೇರಿದಂತೆ ಕಚೇರಿ ಸಿಬ್ಬಂದಿ ಉಪಸ್ಥಿತರಿದ್ದರು. ಕರ್ನಾಟಕ ಕಲ್ಯಾಣ ಮತ್ತು ಇತರೆ ನಿರ್ಮಾಣ ಕಾರ್ಮಿಕರ ಕಲ್ಯಾಣ ಮಂಡಳಿಯ ಎಕ್ಸಿಕ್ಯೂಟಿವ್ ಹೇಮಂತ್ ಅವರು ವಂದಿಸಿದರು. [700, 299, 936, 458]
sahitya-body: ಬಳ್ಳಾರಿ: ಕರ್ನಾಟಕ ಸಾಹಿತ್ಯ ಅಕಾಡೆಮಿ ವತಿಯಿಂದ ಹಾವೇರಿ ಜಿಲ್ಲೆಯ ಗೊಟಗೋಡಿಯಲ್ಲಿರುವ ಕರ್ನಾಟಕ ಜಾನಪದ ವಿಶ್ವವಿದ್ಯಾಲಯದ ಸಹಯೋಗದಲ್ಲಿ ಕಿರಿಯ ಬರಹಗಾರರಿಗೆ ಕಥಾ ಕಮ್ಮಟ ಏರ್ಪಡಿಸಲಾಗಿದ್ದು, ಅಕ್ಟೋಬರ್ ತಿಂಗಳಲ್ಲಿ 3 ದಿನಗಳ ಕಾಲ ಕಾರ್ಯಕ್ರಮ ನಡೆಯಲಿದೆ. ಆಸಕ್ತರು ಅರ್ಜಿ ಸಲ್ಲಿಸಬಹುದು. 'ಕನ್ನಡ ಸಾಹಿತ್ಯ ಮತ್ತು ಸಾಂಸ್ಕೃತಿಕ ಬೆಳವಣಿಗೆ' ವಿಷಯ ಕುರಿತಂತೆ ಕರ್ನಾಟಕ ಸಾಹಿತ್ಯ ಅಕಾಡೆಮಿಯ ಜಾನಪದ ವಿಶ್ವವಿದ್ಯಾಲಯದ ಸಹಯೋಗದಲ್ಲಿ ಈ ಕಮ್ಮಟ ನಡೆಯಲಿದೆ. ಅರ್ಜಿದಾರರು 20 ರಿಂದ 45 ವರ್ಷದೊಳಗಿನ ವಯೋಮಿತಿ ಹೊಂದಿರಬೇಕು. ಪ್ರವಾಸ ಭತ್ಯೆ ಹಾಗೂ ವಸತಿ ವ್ಯವಸ್ಥೆ ಕಲ್ಪಿಸಲಾಗುವುದು. ಅರ್ಜಿ ಸಲ್ಲಿಸಲು ಅ.08 ಕೊನೆಯ ದಿನವಾಗಿದೆ. ಆಸಕ್ತ ಅಭ್ಯರ್ಥಿಗಳು ಕರ್ನಾಟಕ ಸಾಹಿತ್ಯ ಅಕಾಡೆಮಿಯ ವೆಬ್‌ಸೈಟ್ http://karnatakasahithyaacademy.org ಲಿಂಕ್ ಗೆ ಭೇಟಿ ನೀಡಿ ಅರ್ಜಿ ನಮೂನೆ ಪಡೆದು ಭರ್ತಿ ಮಾಡಿ ಕಳುಹಿಸಬಹುದು ಎಂದು ಕರ್ನಾಟಕ ಸಾಹಿತ್ಯ ಅಕಾಡೆಮಿಯ ರಿಜಿಸ್ಟ್ರಾರ್ ಪ್ರಕಟಣೆಯಲ್ಲಿ ತಿಳಿಸಿದ್ದಾರೆ. [708, 1270, 940, 1442]
gita-title-2: ಮಹಾತ್ಮೆ [49, 97, 147, 138]
banner-text: ಜಿಲ್ಲಾ ಮಟ್ಟದ ಕಾರ್ಯಾಗಾರ [620, 167, 818, 192]
gita-number: ಸಂಖ್ಯೆ : 96 [91, 153, 157, 171]
missing-title-box [250, 1073, 463, 1099]
dasara-title-1: ಸೆ.24, 25 ರಂದು ಜಿಲ್ಲಾ [43, 862, 203, 883]
missing-place: ವಿಜಯನಗರ(ಹೊಸಪೇಟೆ): [250, 1117, 331, 1127]
notice-title-box [470, 1073, 698, 1093]
legal-head-2: ತರಬೇತಿ; ಅರ್ಜಿ ಸಲ್ಲಿಕೆ ಅವಧಿ ವಿಸ್ತರಣೆ [746, 1046, 902, 1061]
